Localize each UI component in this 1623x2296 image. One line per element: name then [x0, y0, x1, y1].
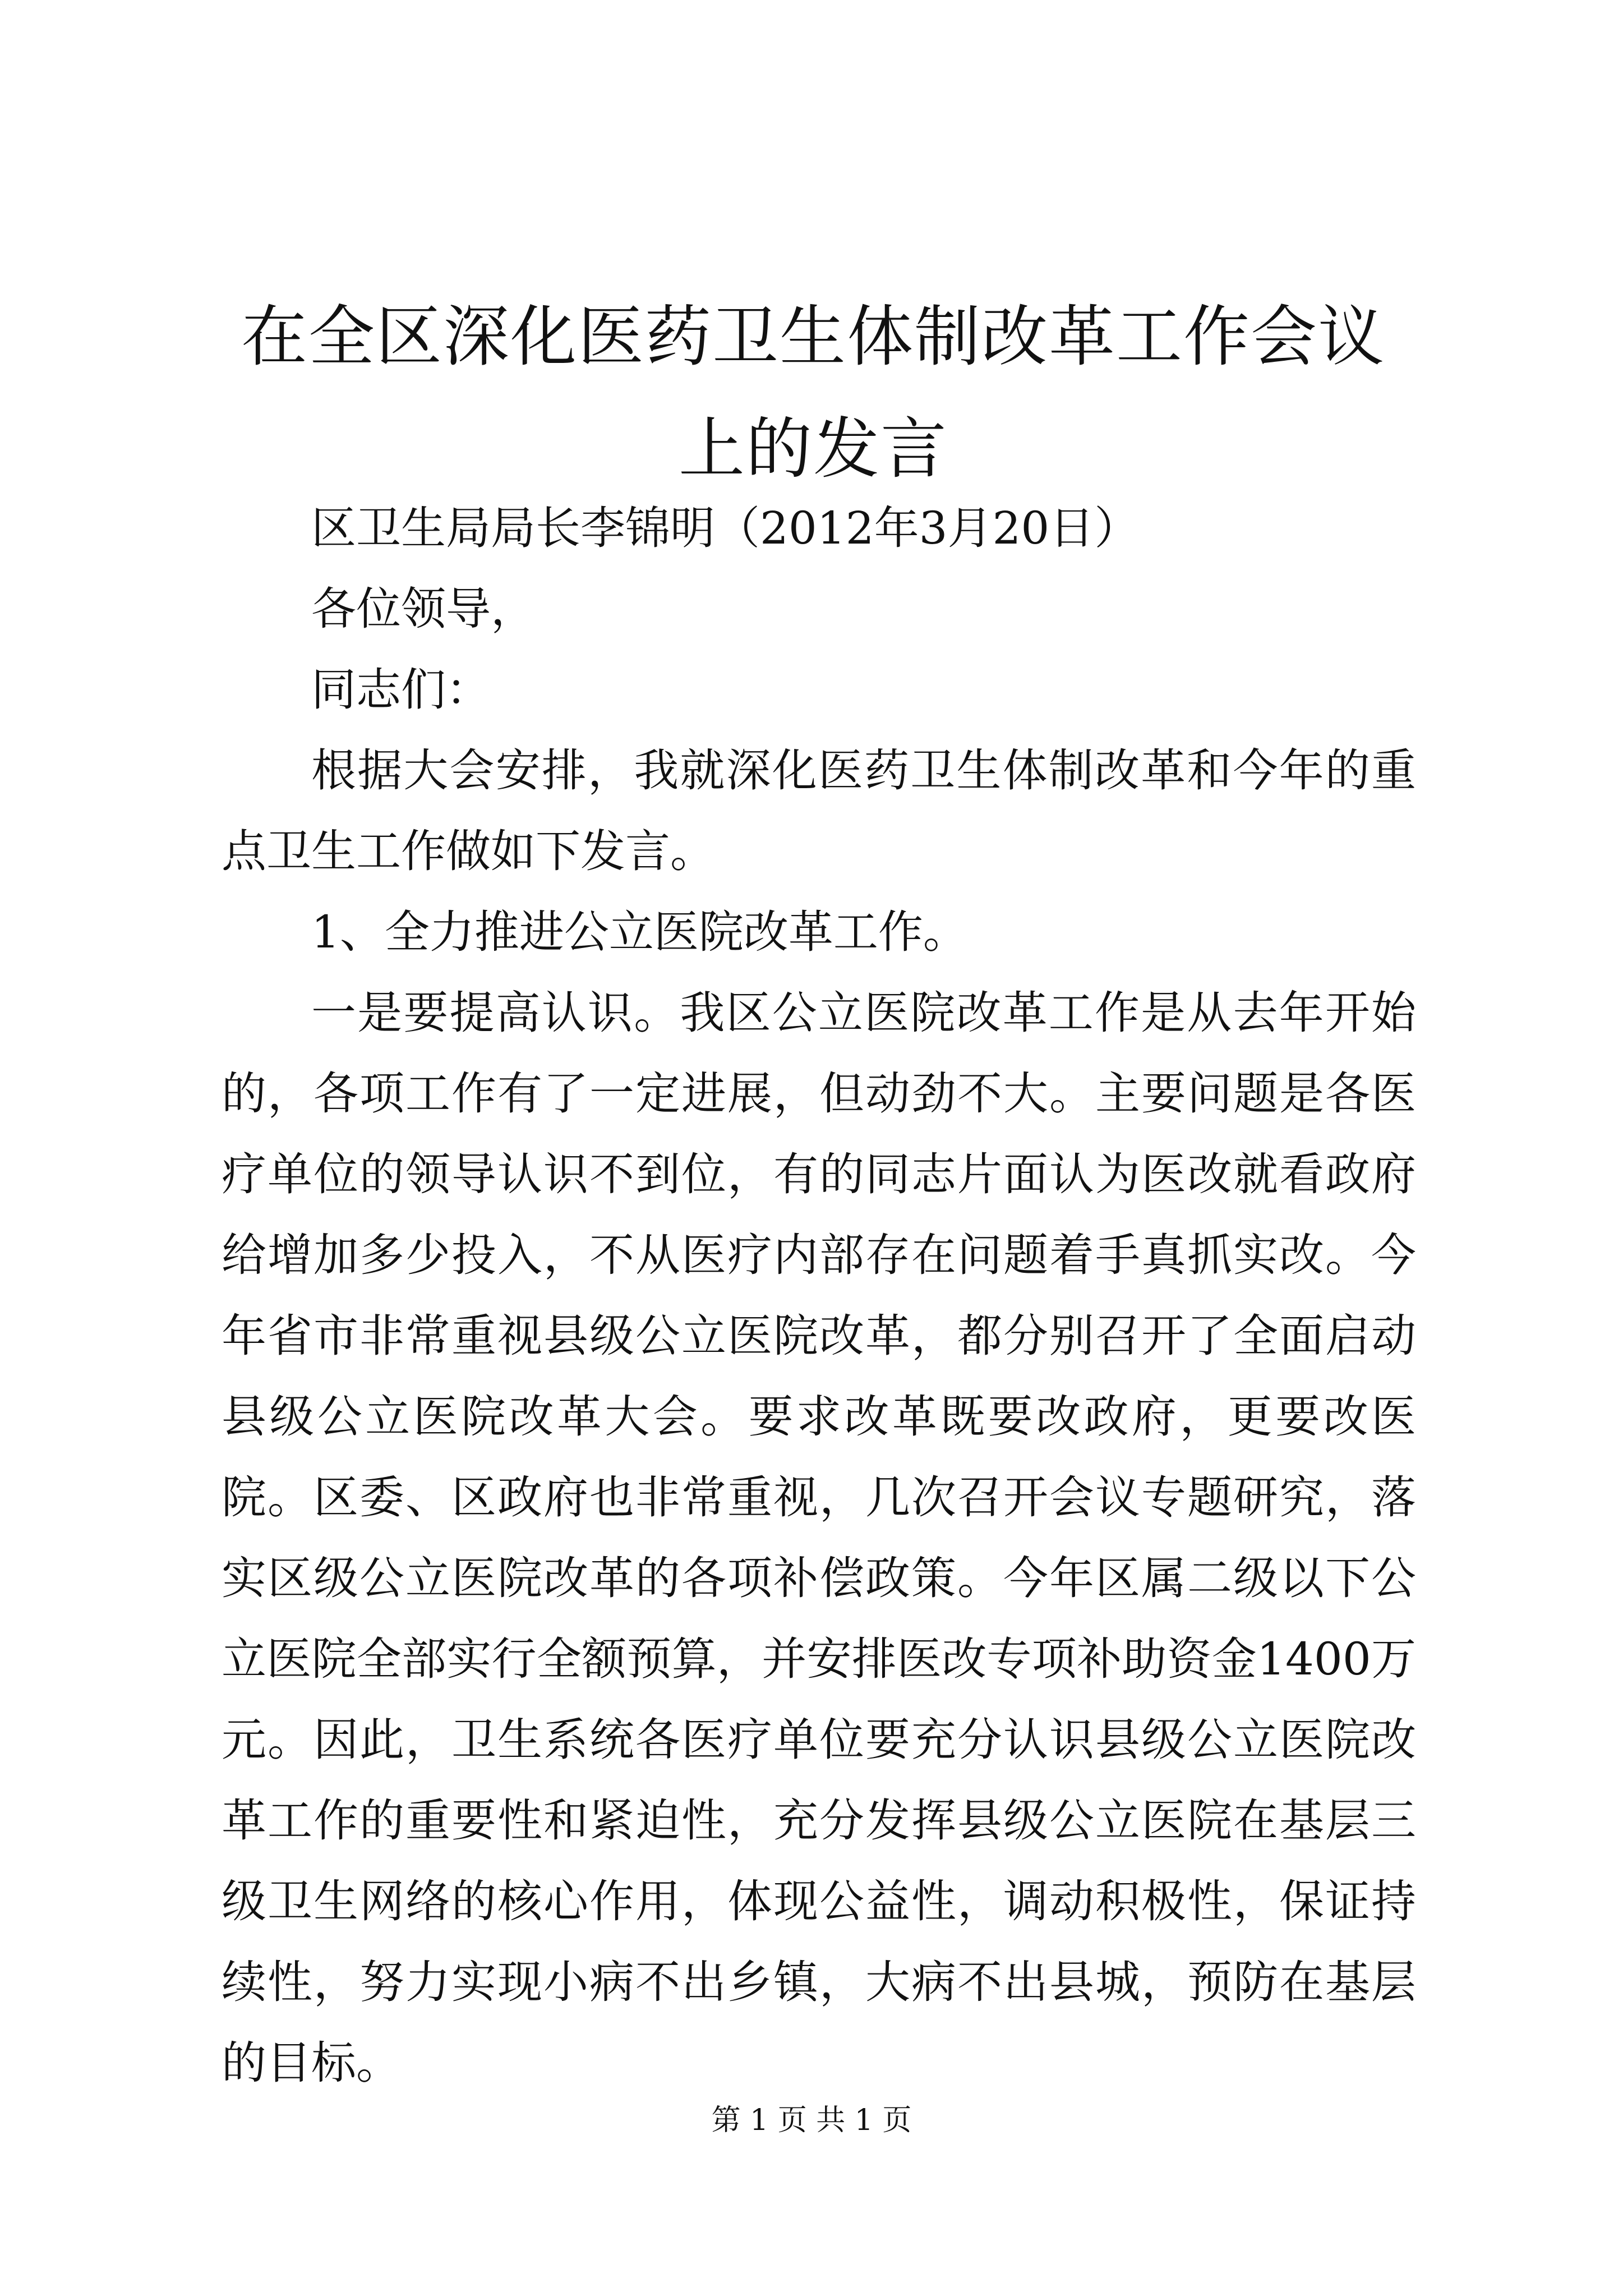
paragraph-intro: 根据大会安排，我就深化医药卫生体制改革和今年的重点卫生工作做如下发言。 [222, 744, 1416, 877]
section-heading: 1、全力推进公立医院改革工作。 [311, 906, 968, 958]
salutation-comrades: 同志们： [311, 664, 491, 716]
salutation-leaders: 各位领导， [311, 583, 536, 635]
document-body [222, 488, 1416, 2104]
author-line: 区卫生局局长李锦明（2012年3月20日） [311, 502, 1140, 554]
page-number-footer: 第 1 页 共 1 页 [711, 2104, 912, 2137]
document-title: 在全区深化医药卫生体制改革工作会议上的发言 [241, 298, 1385, 487]
paragraph-main: 一是要提高认识。我区公立医院改革工作是从去年开始的，各项工作有了一定进展，但动劲不大。主要问题是各医疗单位的领导认识不到位，有的同志片面认为医改就看政府给增加多少投入，不从医疗内部存在问题着手真抓实改。今年省市非常重视县级公立医院改革，都分别召开了全面启动县级公立医院改革大会。要求改革既要改政府，更要改医院。区委、区政府也非常重视，几次召开会议专题研究，落实区级公立医院改革的各项补偿政策。今年区属二级以下公立医院全部实行全额预算，并安排医改专项补助资金1400万元。因此，卫生系统各医疗单位要充分认识县级公立医院改革工作的重要性和紧迫性，充分发挥县级公立医院在基层三级卫生网络的核心作用，体现公益性，调动积极性，保证持续性，努力实现小病不出乡镇，大病不出县城，预防在基层的目标。 [222, 987, 1416, 2089]
